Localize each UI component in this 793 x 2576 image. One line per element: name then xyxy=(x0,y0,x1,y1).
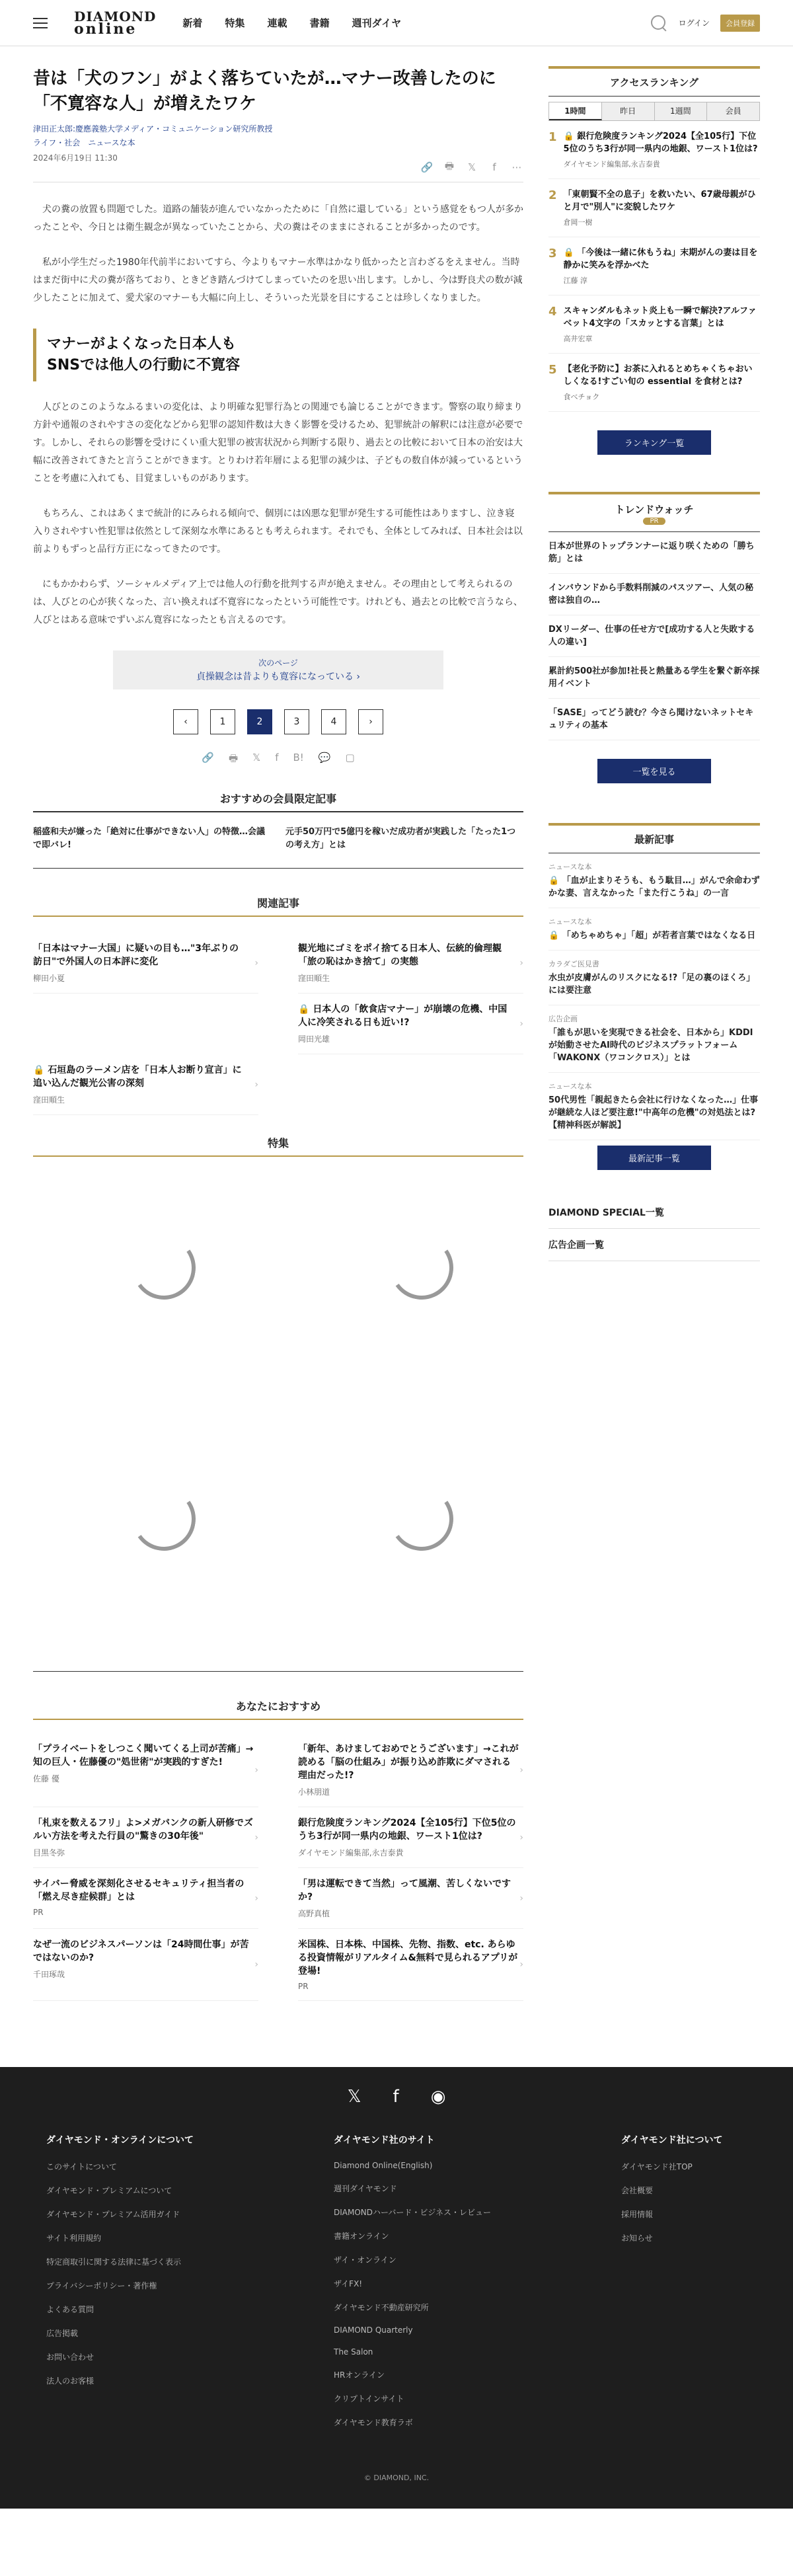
features-section-title: 特集 xyxy=(33,1135,523,1157)
rank-title: 🔒 銀行危険度ランキング2024【全105行】下位5位のうち3行が同一県内の地銀、ワースト1位は? xyxy=(563,132,758,154)
loading-spinner-icon xyxy=(127,1231,200,1304)
print-icon[interactable]: 🖶 xyxy=(444,159,455,172)
related-author: 窪田順生 xyxy=(33,1095,65,1105)
section-divider xyxy=(33,1671,523,1672)
prev-page-button[interactable]: ‹ xyxy=(173,709,198,734)
footer-col-company xyxy=(621,2133,747,2440)
nav-weekly[interactable]: 週刊ダイヤ xyxy=(352,17,402,29)
ranking-item[interactable] xyxy=(548,179,760,237)
chevron-right-icon: › xyxy=(519,1018,523,1029)
header-actions xyxy=(650,14,760,32)
related-author: 岡田光雄 xyxy=(298,1034,330,1044)
footer-link[interactable]: 週刊ダイヤモンド xyxy=(334,2184,397,2193)
rank-author: 倉岡一樹 xyxy=(563,218,593,227)
tab-members[interactable]: 会員 xyxy=(707,102,759,120)
ranking-item[interactable] xyxy=(548,121,760,179)
chevron-right-icon: › xyxy=(519,1893,523,1904)
recommend-author: ダイヤモンド編集部,永吉泰貴 xyxy=(298,1848,404,1857)
menu-icon[interactable] xyxy=(33,18,48,28)
more-icon[interactable]: ⋯ xyxy=(511,161,522,173)
latest-item[interactable] xyxy=(548,1073,760,1140)
related-title: 🔒 石垣島のラーメン店を「日本人お断り宣言」に追い込んだ観光公害の深刻 xyxy=(33,1065,242,1089)
footer-link[interactable]: お知らせ xyxy=(621,2234,653,2243)
latest-title-text: 🔒 「血が止まりそうも、もう駄目…」がんで余命わずかな妻、言えなかった「また行こうね」の一言 xyxy=(548,876,760,898)
ranking-title: アクセスランキング xyxy=(548,69,760,97)
chevron-right-icon: › xyxy=(519,1832,523,1843)
article-subheading xyxy=(33,329,523,381)
footer-link[interactable]: ザイ・オンライン xyxy=(334,2255,397,2265)
related-item[interactable] xyxy=(298,1054,523,1115)
recommend-item[interactable] xyxy=(33,1733,258,1807)
next-page-button[interactable]: › xyxy=(358,709,383,734)
chevron-right-icon: › xyxy=(254,1832,258,1843)
footer-link[interactable]: DIAMONDハーバード・ビジネス・レビュー xyxy=(334,2208,492,2217)
link-icon[interactable]: 🔗 xyxy=(420,161,434,173)
x-icon[interactable]: 𝕏 xyxy=(347,2087,361,2107)
related-item[interactable] xyxy=(33,994,258,1054)
chevron-right-icon: › xyxy=(254,1079,258,1090)
footer-social xyxy=(0,2087,793,2133)
article-body xyxy=(33,201,523,629)
rank-title: 「東朝賢不全の息子」を救いたい、67歳母親がひと月で"別人"に変貌したワケ xyxy=(563,190,756,212)
rank-title-text: 「今後は一緒に休もうね」末期がんの妻は目を静かに笑みを浮かべた xyxy=(563,248,758,270)
footer-link[interactable]: DIAMOND Quarterly xyxy=(334,2325,413,2335)
ranking-item[interactable] xyxy=(548,354,760,412)
related-list xyxy=(33,933,523,1115)
member-article-link[interactable]: 元手50万円で5億円を稼いだ成功者が実践した「たった1つの考え方」とは xyxy=(285,827,516,850)
article-title: 昔は「犬のフン」がよく落ちていたが…マナー改善したのに「不寛容な人」が増えたワケ xyxy=(33,69,496,114)
footer-col-title: ダイヤモンド社について xyxy=(621,2135,723,2146)
recommend-author: 高野真植 xyxy=(298,1909,330,1918)
related-item[interactable] xyxy=(33,1054,258,1115)
article-author[interactable]: 津田正太郎:慶應義塾大学メディア・コミュニケーション研究所教授 xyxy=(33,124,273,134)
trend-list xyxy=(548,531,760,740)
ranking-tabs xyxy=(548,102,760,121)
trend-title: トレンドウォッチ xyxy=(615,504,694,516)
footer-link[interactable]: サイト利用規約 xyxy=(46,2234,102,2243)
related-title-text: 日本人の「飲食店マナー」が崩壊の危機、中国人に冷笑される日も近い!? xyxy=(298,1004,508,1028)
next-page-label: 次のページ xyxy=(258,658,298,668)
page-4-button[interactable]: 4 xyxy=(321,709,346,734)
recommend-item[interactable] xyxy=(298,1929,523,2001)
chevron-right-icon: › xyxy=(254,957,258,968)
logo-line1: DIAMOND xyxy=(74,8,157,24)
loading-spinner-icon xyxy=(385,1482,458,1555)
latest-title-text: 🔒 「めちゃめちゃ」「超」が若者言葉ではなくなる日 xyxy=(548,931,756,941)
paragraph: 私が小学生だった1980年代前半においてすら、今よりもマナー水準はかなり低かったと言わざるをえません。当時はまだ街中に犬の糞が落ちており、ときどき踏んづけてしまっていたのを思い出します。しかし、今は野良犬の数が減少したことに加えて、愛犬家のマナーも大幅に向上し、そういった光景を目にすることは珍しくなりました。 xyxy=(33,257,523,303)
ranking-box xyxy=(548,66,760,455)
chevron-right-icon: › xyxy=(254,1764,258,1776)
footer-col-about xyxy=(46,2133,245,2440)
ranking-item[interactable] xyxy=(548,295,760,354)
footer-col-sites xyxy=(334,2133,532,2440)
latest-more-button[interactable]: 最新記事一覧 xyxy=(597,1146,711,1170)
ranking-more-button[interactable]: ランキング一覧 xyxy=(597,430,711,455)
recommend-item[interactable] xyxy=(298,1733,523,1807)
diamond-special-link[interactable]: DIAMOND SPECIAL一覧 xyxy=(548,1196,760,1229)
latest-item[interactable] xyxy=(548,853,760,908)
subheading-text: マナーがよくなった日本人も SNSでは他人の行動に不寛容 xyxy=(47,336,241,373)
members-list xyxy=(33,826,523,869)
recommend-item[interactable] xyxy=(33,1868,258,1929)
related-item[interactable] xyxy=(298,933,523,994)
footer-link[interactable]: 広告掲載 xyxy=(46,2329,79,2338)
recommend-title: 銀行危険度ランキング2024【全105行】下位5位のうち3行が同一県内の地銀、ワースト1位は? xyxy=(298,1818,516,1842)
tab-1week[interactable]: 1週間 xyxy=(655,102,708,120)
rank-number: 4 xyxy=(548,305,557,319)
search-icon[interactable] xyxy=(650,14,668,32)
footer-link[interactable]: 会社概要 xyxy=(621,2186,654,2195)
features-loading-area xyxy=(33,1157,523,1666)
recommend-title: なぜ一流のビジネスパーソンは「24時間仕事」が苦ではないのか? xyxy=(33,1939,249,1963)
share-bar-bottom xyxy=(33,752,523,768)
rss-icon[interactable]: ◉ xyxy=(430,2087,446,2107)
rank-author: 江藤 淳 xyxy=(563,276,588,285)
paragraph: 犬の糞の放置も問題でした。道路の舗装が進んでいなかったために「自然に還している」という感覚をもつ人が多かったことや、今日とは衛生観念が異なっていたことから、犬の糞はそのままにされることが多かったのです。 xyxy=(33,204,523,233)
related-item[interactable] xyxy=(33,933,258,994)
main-column xyxy=(33,66,523,2001)
facebook-icon[interactable]: f xyxy=(275,752,279,763)
recommend-author: 目黒冬弥 xyxy=(33,1848,65,1857)
sidebar xyxy=(548,66,760,2001)
tab-1hour[interactable]: 1時間 xyxy=(549,102,602,120)
recommend-author: 佐藤 優 xyxy=(33,1774,59,1783)
rank-author: 食べチョク xyxy=(563,393,600,401)
chevron-right-icon: › xyxy=(519,957,523,968)
latest-category: ニュースな本 xyxy=(548,917,592,926)
side-links xyxy=(548,1196,760,1261)
chevron-right-icon: › xyxy=(254,1893,258,1904)
recommend-title: 「札束を数えるフリ」よ>メガバンクの新人研修でズルい方法を考えた行員の"驚きの30年後" xyxy=(33,1818,253,1842)
tab-yesterday[interactable]: 昨日 xyxy=(602,102,655,120)
trend-item[interactable]: DXリーダー、仕事の任せ方で[成功する人と失敗する人の違い] xyxy=(548,615,760,657)
rank-title: 【老化予防に】お茶に入れるとめちゃくちゃおいしくなる!すごい旬の essential を食材とは? xyxy=(563,364,753,387)
recommend-author: PR xyxy=(298,1982,309,1991)
x-icon[interactable]: 𝕏 xyxy=(467,161,476,173)
latest-title-text: 50代男性「親起きたら会社に行けなくなった…」仕事が継続な人ほど要注意!"中高年の危機"の対処法とは?【精神科医が解説】 xyxy=(548,1095,759,1130)
chevron-right-icon: › xyxy=(519,1959,523,1970)
share-bar-top xyxy=(33,161,523,182)
recommend-title: 米国株、日本株、中国株、先物、指数、etc. あらゆる投資情報がリアルタイム&無料で見られるアプリが登場! xyxy=(298,1939,518,1976)
nav-new[interactable]: 新着 xyxy=(182,17,203,29)
trend-item[interactable]: 累計約500社が参加!社長と熱量ある学生を繋ぐ新卒採用イベント xyxy=(548,657,760,699)
related-author: 窪田順生 xyxy=(298,974,330,983)
footer-link[interactable]: クリプトインサイト xyxy=(334,2394,404,2403)
page-2-button[interactable]: 2 xyxy=(247,709,272,734)
rank-number: 2 xyxy=(548,188,557,202)
facebook-icon[interactable]: f xyxy=(393,2087,399,2107)
footer-link[interactable]: ザイFX! xyxy=(334,2279,363,2288)
login-link[interactable]: ログイン xyxy=(678,19,710,28)
next-title-text: 貞操観念は昔よりも寛容になっている xyxy=(196,672,354,682)
related-title-text: 石垣島のラーメン店を「日本人お断り宣言」に追い込んだ観光公害の深刻 xyxy=(33,1065,242,1089)
latest-text: 「血が止まりそうも、もう駄目…」がんで余命わずかな妻、言えなかった「また行こうね」の一言 xyxy=(548,876,760,898)
footer-columns xyxy=(46,2133,747,2440)
members-section-title: おすすめの会員限定記事 xyxy=(33,791,523,812)
page-1-button[interactable]: 1 xyxy=(210,709,235,734)
nav-series[interactable]: 連載 xyxy=(267,17,287,29)
related-title: 🔒 日本人の「飲食店マナー」が崩壊の危機、中国人に冷笑される日も近い!? xyxy=(298,1004,508,1028)
footer-link[interactable]: 特定商取引に関する法律に基づく表示 xyxy=(46,2257,182,2267)
article-category[interactable]: ライフ・社会 ニュースな本 xyxy=(33,138,135,147)
footer-link[interactable]: Diamond Online(English) xyxy=(334,2161,433,2170)
recommend-item[interactable] xyxy=(33,1807,258,1868)
ranking-item[interactable] xyxy=(548,237,760,295)
recommend-list xyxy=(33,1733,523,2001)
footer-link[interactable]: HRオンライン xyxy=(334,2370,385,2380)
recommend-item[interactable] xyxy=(33,1929,258,2001)
chevron-right-icon: › xyxy=(254,1959,258,1970)
paragraph: にもかかわらず、ソーシャルメディア上では他人の行動を批判する声が絶えません。その理由として考えられるのは、人びとの心が狭くなった、言い換えれば不寛容になったという可能性です。けれども、過去との比較で言うなら、人びとはある意味でずいぶん寛容になったとも言えるのです。 xyxy=(33,579,523,625)
trend-more-button[interactable]: 一覧を見る xyxy=(597,759,711,783)
nav-books[interactable]: 書籍 xyxy=(309,17,330,29)
paragraph: 人びとのこのようなふるまいの変化は、より明確な犯罪行為との関連でも論じることができます。警察の取り締まり方針や通報のされやすさの変化などから犯罪の認知件数は大きく影響を受けるため、犯罪統計の解釈には注意が必要です。しかし、それらの影響を受けにくい重大犯罪の被害状況から判断する限り、過去との比較において日本の治安は大幅に改善されてきたと言うことができます。とりわけ若年層による犯罪の減少は、子どもの数自体が減っているということを考慮に入れても、目覚ましいものがあります。 xyxy=(33,402,523,484)
related-title: 観光地にゴミをポイ捨てる日本人、伝統的倫理観「旅の恥はかき捨て」の実態 xyxy=(298,943,502,967)
footer-link[interactable]: よくある質問 xyxy=(46,2305,94,2314)
loading-spinner-icon xyxy=(127,1482,200,1555)
rank-number: 1 xyxy=(548,130,557,144)
comment-icon[interactable]: 💬 xyxy=(318,752,331,763)
site-header xyxy=(0,0,793,46)
trend-item[interactable]: 「SASE」ってどう読む？今さら聞けないネットセキュリティの基本 xyxy=(548,699,760,740)
latest-title-text: 水虫が皮膚がんのリスクになる!?「足の裏のほくろ」には要注意 xyxy=(548,973,755,995)
pagination xyxy=(33,709,523,734)
link-icon[interactable]: 🔗 xyxy=(202,752,214,763)
recommend-author: 小林朋道 xyxy=(298,1787,330,1797)
footer-link[interactable]: お問い合わせ xyxy=(46,2353,94,2362)
recommend-title: 「新年、あけましておめでとうございます」→これが読める「脳の仕組み」が振り込め詐欺にダマされる理由だった!? xyxy=(298,1744,519,1781)
x-icon[interactable]: 𝕏 xyxy=(252,752,261,763)
latest-category: ニュースな本 xyxy=(548,1082,592,1091)
site-footer xyxy=(0,2067,793,2509)
footer-link[interactable]: ダイヤモンド社TOP xyxy=(621,2162,693,2171)
recommend-title: サイバー脅威を深刻化させるセキュリティ担当者の「燃え尽き症候群」とは xyxy=(33,1879,245,1902)
member-article-link[interactable]: 稲盛和夫が嫌った「絶対に仕事ができない人」の特徴…会議で即バレ! xyxy=(33,827,266,850)
footer-link[interactable]: ダイヤモンド・プレミアムについて xyxy=(46,2186,172,2195)
rank-title: 🔒 「今後は一緒に休もうね」末期がんの妻は目を静かに笑みを浮かべた xyxy=(563,248,758,270)
latest-category: 広告企画 xyxy=(548,1015,578,1023)
nav-feature[interactable]: 特集 xyxy=(225,17,245,29)
latest-title-text: 「誰もが思いを実現できる社会を、日本から」KDDIが始動させたAI時代のビジネスプラットフォーム「WAKONX（ワコンクロス）」とは xyxy=(548,1028,753,1063)
footer-link[interactable]: このサイトについて xyxy=(46,2162,117,2171)
main-nav xyxy=(182,16,401,30)
footer-link[interactable]: ダイヤモンド・プレミアム活用ガイド xyxy=(46,2210,180,2219)
paragraph: もちろん、これはあくまで統計的にみられる傾向で、個別には凶悪な犯罪が発生する可能性はありますし、泣き寝入りされやすい性犯罪は依然として深刻な水準にあるとも考えられます。それでも、全体としてみれば、日本社会は以前よりもずっと品行方正になってきたのです。 xyxy=(33,508,523,555)
page-body xyxy=(33,46,760,2001)
hatena-icon[interactable]: B! xyxy=(293,752,304,763)
footer-link[interactable]: 採用情報 xyxy=(621,2210,654,2219)
recommend-title: 「男は運転できて当然」って風潮、苦しくないですか? xyxy=(298,1879,511,1902)
footer-link[interactable]: ダイヤモンド教育ラボ xyxy=(334,2418,413,2427)
loading-spinner-icon xyxy=(385,1231,458,1304)
latest-category: カラダご医見書 xyxy=(548,960,599,968)
signup-button[interactable]: 会員登録 xyxy=(720,15,760,32)
next-page-title: 貞操観念は昔よりも寛容になっている › xyxy=(196,672,361,682)
recommend-title: 「プライベートをしつこく聞いてくる上司が苦痛」→知の巨人・佐藤優の"処世術"が実践的すぎた! xyxy=(33,1744,254,1768)
rank-number: 5 xyxy=(548,363,557,377)
footer-link[interactable]: The Salon xyxy=(334,2347,373,2357)
rank-number: 3 xyxy=(548,247,557,260)
bookmark-icon[interactable]: ▢ xyxy=(345,752,355,763)
rank-author: ダイヤモンド編集部,永吉泰貴 xyxy=(563,160,660,169)
facebook-icon[interactable]: f xyxy=(492,161,496,173)
latest-title: 最新記事 xyxy=(548,826,760,853)
pr-badge: PR xyxy=(643,518,665,525)
trend-box xyxy=(548,492,760,783)
recommend-author: PR xyxy=(33,1908,44,1917)
related-item[interactable] xyxy=(298,994,523,1054)
rank-title-text: 銀行危険度ランキング2024【全105行】下位5位のうち3行が同一県内の地銀、ワースト1位は? xyxy=(563,132,758,154)
recommend-author: 千田琢哉 xyxy=(33,1970,65,1979)
latest-item[interactable] xyxy=(548,1005,760,1073)
footer-col-title: ダイヤモンド社のサイト xyxy=(334,2135,435,2146)
related-section-title: 関連記事 xyxy=(33,895,523,917)
latest-category: ニュースな本 xyxy=(548,863,592,871)
recommend-item[interactable] xyxy=(298,1807,523,1868)
chevron-right-icon: › xyxy=(519,1764,523,1776)
latest-item[interactable] xyxy=(548,908,760,951)
related-author: 柳田小夏 xyxy=(33,974,65,983)
latest-text: 「めちゃめちゃ」「超」が若者言葉ではなくなる日 xyxy=(562,931,756,941)
footer-link[interactable]: ダイヤモンド不動産研究所 xyxy=(334,2303,429,2312)
trend-item[interactable]: インバウンドから手数料削減のパスツアー、人気の秘密は独自の… xyxy=(548,574,760,615)
ad-feature-link[interactable]: 広告企画一覧 xyxy=(548,1229,760,1261)
footer-col-title: ダイヤモンド・オンラインについて xyxy=(46,2135,194,2146)
article-date: 2024年6月19日 11:30 xyxy=(33,153,118,163)
related-title: 「日本はマナー大国」に疑いの目も…"3年ぶりの訪日"で外国人の日本評に変化 xyxy=(33,943,239,967)
recommend-item[interactable] xyxy=(298,1868,523,1929)
rank-title: スキャンダルもネット炎上も一瞬で解決?アルファベット4文字の「スカッとする言葉」とは xyxy=(563,306,757,329)
logo-line2: online xyxy=(74,20,137,38)
next-page-link[interactable] xyxy=(113,650,443,689)
copyright: © DIAMOND, INC. xyxy=(363,2474,430,2482)
site-logo[interactable] xyxy=(74,10,156,36)
print-icon[interactable]: 🖶 xyxy=(228,752,239,764)
trend-item[interactable]: 日本が世界のトップランナーに返り咲くための「勝ち筋」とは xyxy=(548,532,760,574)
latest-item[interactable] xyxy=(548,951,760,1005)
rank-author: 高井宏章 xyxy=(563,334,593,343)
recommend-section-title: あなたにおすすめ xyxy=(33,1698,523,1720)
footer-link[interactable]: 書籍オンライン xyxy=(334,2232,389,2241)
footer-link[interactable]: 法人のお客様 xyxy=(46,2376,94,2386)
page-3-button[interactable]: 3 xyxy=(284,709,309,734)
latest-box xyxy=(548,823,760,1170)
footer-link[interactable]: プライバシーポリシー・著作権 xyxy=(46,2281,157,2290)
